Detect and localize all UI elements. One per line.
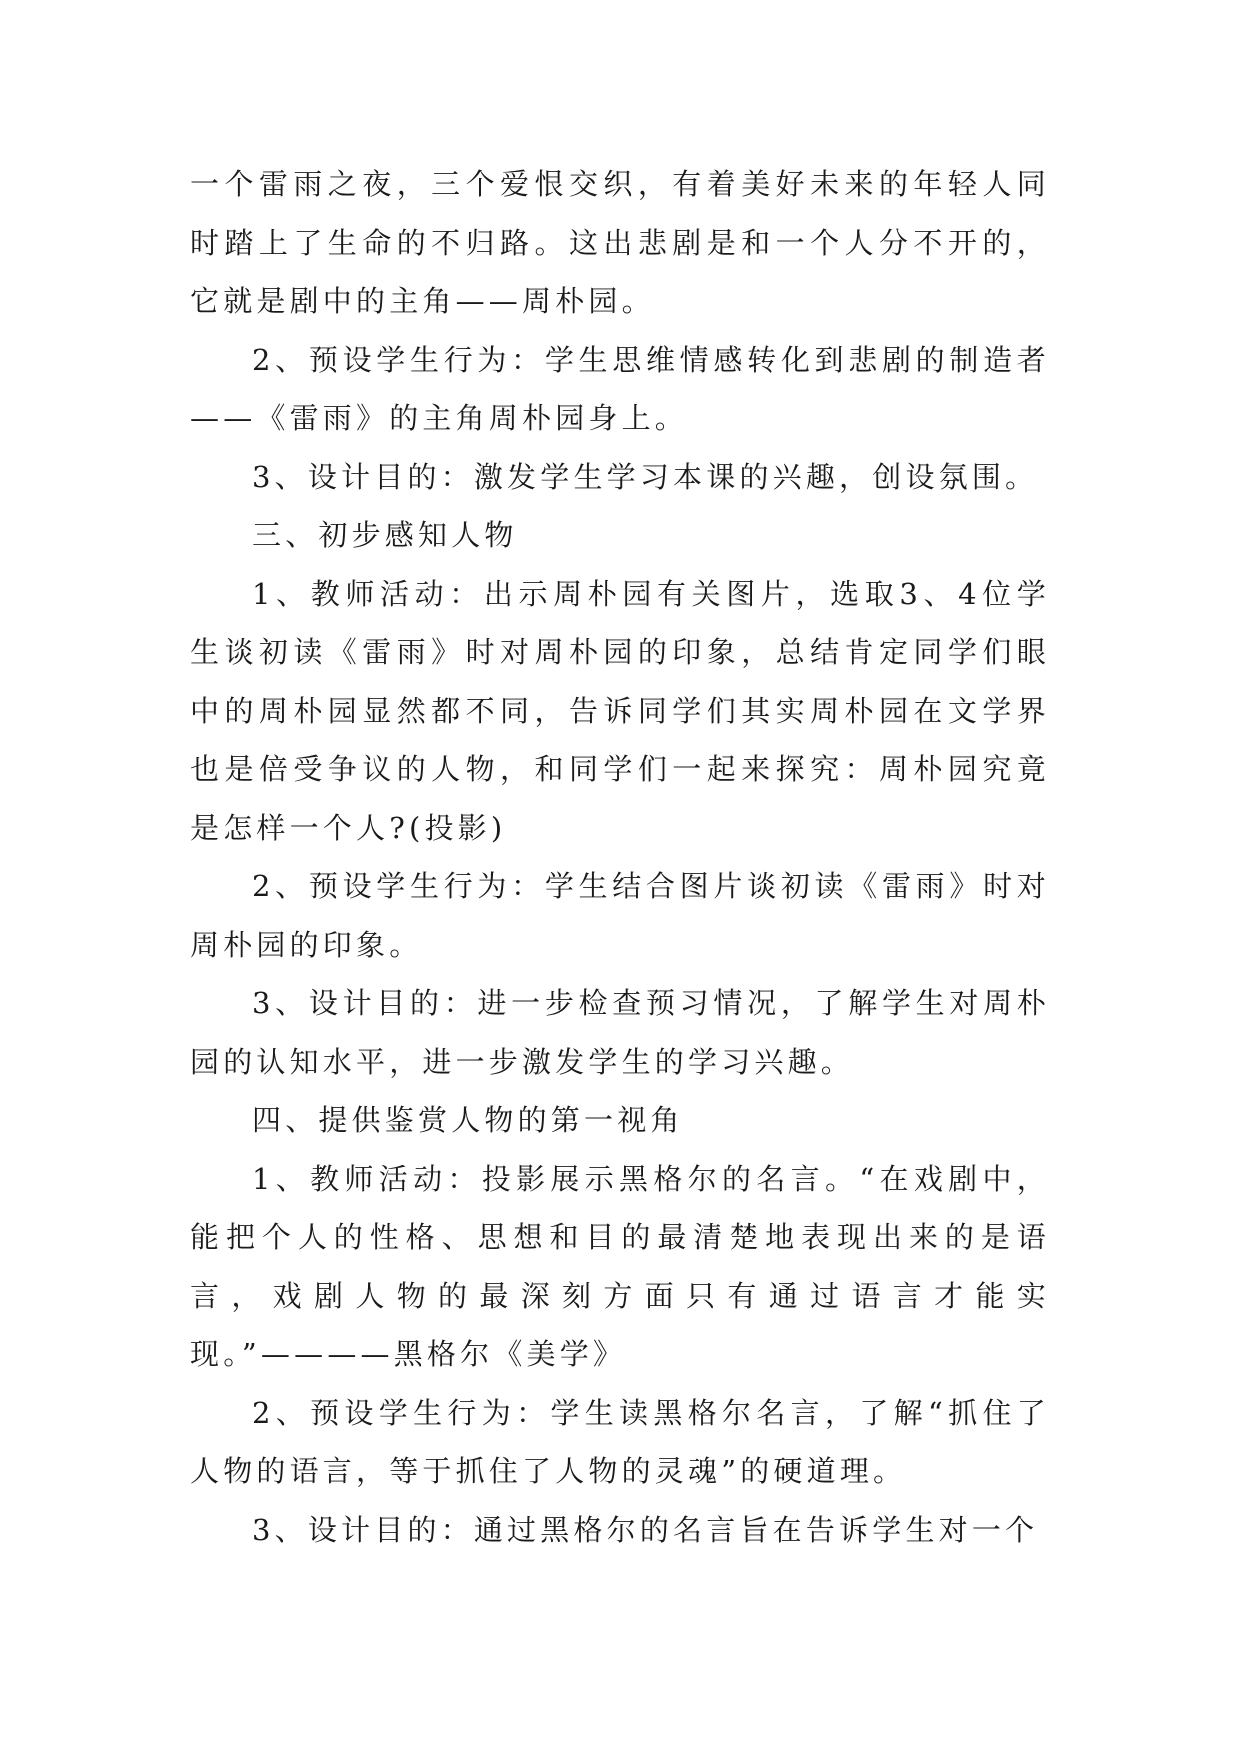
section-heading-3: 三、初步感知人物: [252, 518, 518, 552]
paragraph-2: 2、预设学生行为：学生思维情感转化到悲剧的制造者——《雷雨》的主角周朴园身上。: [190, 342, 1050, 435]
paragraph-1: 一个雷雨之夜，三个爱恨交织，有着美好未来的年轻人同时踏上了生命的不归路。这出悲剧是和一个人分不开的，它就是剧中的主角——周朴园。: [190, 167, 1050, 318]
paragraph-9: 1、教师活动：投影展示黑格尔的名言。“在戏剧中，能把个人的性格、思想和目的最清楚地表现出来的是语言，戏剧人物的最深刻方面只有通过语言才能实现。”————黑格尔《美学》: [190, 1161, 1050, 1371]
paragraph-6: 2、预设学生行为：学生结合图片谈初读《雷雨》时对周朴园的印象。: [190, 869, 1050, 962]
paragraph-7: 3、设计目的：进一步检查预习情况，了解学生对周朴园的认知水平，进一步激发学生的学习兴趣。: [190, 986, 1050, 1079]
paragraph-5: 1、教师活动：出示周朴园有关图片，选取3、4位学生谈初读《雷雨》时对周朴园的印象，总结肯定同学们眼中的周朴园显然都不同，告诉同学们其实周朴园在文学界也是倍受争议的人物，和同学们一起来探究：周朴园究竟是怎样一个人?(投影): [190, 576, 1050, 845]
document-body: [190, 155, 1050, 1559]
paragraph-10: 2、预设学生行为：学生读黑格尔名言，了解“抓住了人物的语言，等于抓住了人物的灵魂”的硬道理。: [190, 1395, 1050, 1488]
paragraph-3: 3、设计目的：激发学生学习本课的兴趣，创设氛围。: [252, 459, 1039, 494]
paragraph-11: 3、设计目的：通过黑格尔的名言旨在告诉学生对一个: [252, 1512, 1039, 1547]
section-heading-4: 四、提供鉴赏人物的第一视角: [252, 1103, 684, 1137]
